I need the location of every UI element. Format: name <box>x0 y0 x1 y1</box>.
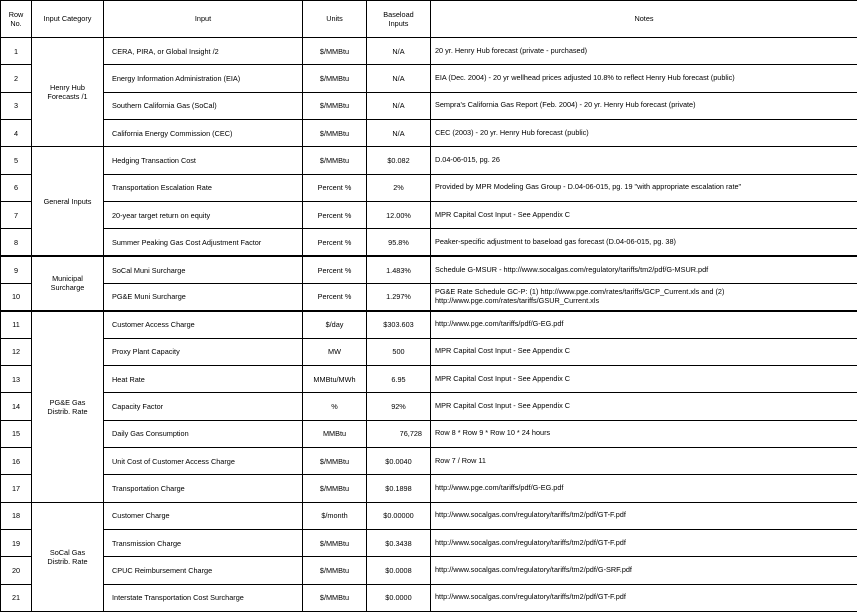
table-row <box>1 393 857 420</box>
input-name: PG&E Muni Surcharge <box>104 283 303 310</box>
row-number: 5 <box>1 147 32 174</box>
units-value: % <box>303 393 367 420</box>
notes-text: MPR Capital Cost Input - See Appendix C <box>431 393 857 420</box>
row-number: 21 <box>1 584 32 611</box>
units-value: $/MMBtu <box>303 147 367 174</box>
table-row <box>1 420 857 447</box>
units-value: $/month <box>303 502 367 529</box>
units-value: $/MMBtu <box>303 447 367 474</box>
units-value: $/MMBtu <box>303 92 367 119</box>
row-number: 17 <box>1 475 32 502</box>
input-name: Transportation Escalation Rate <box>104 174 303 201</box>
input-name: Hedging Transaction Cost <box>104 147 303 174</box>
row-number: 16 <box>1 447 32 474</box>
notes-text: Provided by MPR Modeling Gas Group - D.04-06-015, pg. 19 "with appropriate escalation rate" <box>431 174 857 201</box>
header-row <box>1 1 857 38</box>
row-number: 15 <box>1 420 32 447</box>
notes-text: D.04-06-015, pg. 26 <box>431 147 857 174</box>
table-row <box>1 584 857 611</box>
notes-text: Schedule G-MSUR - http://www.socalgas.com/regulatory/tariffs/tm2/pdf/G-MSUR.pdf <box>431 256 857 283</box>
units-value: MW <box>303 338 367 365</box>
baseload-value: 12.00% <box>367 201 431 228</box>
row-number: 4 <box>1 119 32 146</box>
input-name: CERA, PIRA, or Global Insight /2 <box>104 38 303 65</box>
table-row <box>1 283 857 310</box>
baseload-value: N/A <box>367 119 431 146</box>
row-number: 10 <box>1 283 32 310</box>
category-general: General Inputs <box>32 147 104 256</box>
notes-text: MPR Capital Cost Input - See Appendix C <box>431 201 857 228</box>
baseload-value: 2% <box>367 174 431 201</box>
input-name: Proxy Plant Capacity <box>104 338 303 365</box>
units-value: Percent % <box>303 283 367 310</box>
baseload-value: $0.082 <box>367 147 431 174</box>
table-row <box>1 557 857 584</box>
input-name: Daily Gas Consumption <box>104 420 303 447</box>
units-value: MMBtu/MWh <box>303 365 367 392</box>
row-number: 20 <box>1 557 32 584</box>
baseload-value: $0.3438 <box>367 529 431 556</box>
baseload-value: N/A <box>367 65 431 92</box>
notes-text: http://www.socalgas.com/regulatory/tariffs/tm2/pdf/G-SRF.pdf <box>431 557 857 584</box>
baseload-value: $0.0000 <box>367 584 431 611</box>
notes-text: 20 yr. Henry Hub forecast (private - purchased) <box>431 38 857 65</box>
row-number: 2 <box>1 65 32 92</box>
notes-text: Peaker-specific adjustment to baseload gas forecast (D.04-06-015, pg. 38) <box>431 229 857 256</box>
units-value: Percent % <box>303 201 367 228</box>
baseload-value: $0.0008 <box>367 557 431 584</box>
header-units: Units <box>303 1 367 38</box>
notes-text: Row 7 / Row 11 <box>431 447 857 474</box>
input-name: Summer Peaking Gas Cost Adjustment Factor <box>104 229 303 256</box>
baseload-value: $0.00000 <box>367 502 431 529</box>
header-input: Input <box>104 1 303 38</box>
table-row <box>1 365 857 392</box>
baseload-value: N/A <box>367 92 431 119</box>
units-value: $/MMBtu <box>303 557 367 584</box>
units-value: $/MMBtu <box>303 475 367 502</box>
units-value: Percent % <box>303 229 367 256</box>
input-name: SoCal Muni Surcharge <box>104 256 303 283</box>
input-name: California Energy Commission (CEC) <box>104 119 303 146</box>
notes-text: http://www.socalgas.com/regulatory/tariffs/tm2/pdf/GT-F.pdf <box>431 584 857 611</box>
input-name: Customer Access Charge <box>104 311 303 338</box>
notes-text: http://www.socalgas.com/regulatory/tariffs/tm2/pdf/GT-F.pdf <box>431 502 857 529</box>
table-row <box>1 119 857 146</box>
notes-text: PG&E Rate Schedule GC-P: (1) http://www.pge.com/rates/tariffs/GCP_Current.xls and (2) http://www.pge.com/rates/tariffs/GSUR_Current.xls <box>431 283 857 310</box>
header-row-no: Row No. <box>1 1 32 38</box>
input-name: Heat Rate <box>104 365 303 392</box>
baseload-value: 76,728 <box>367 420 431 447</box>
table-row <box>1 447 857 474</box>
input-name: Interstate Transportation Cost Surcharge <box>104 584 303 611</box>
notes-text: Sempra's California Gas Report (Feb. 2004) - 20 yr. Henry Hub forecast (private) <box>431 92 857 119</box>
units-value: Percent % <box>303 256 367 283</box>
baseload-value: 6.95 <box>367 365 431 392</box>
input-name: Energy Information Administration (EIA) <box>104 65 303 92</box>
row-number: 19 <box>1 529 32 556</box>
notes-text: CEC (2003) - 20 yr. Henry Hub forecast (public) <box>431 119 857 146</box>
row-number: 1 <box>1 38 32 65</box>
table-row <box>1 229 857 256</box>
table-row <box>1 338 857 365</box>
row-number: 18 <box>1 502 32 529</box>
units-value: $/MMBtu <box>303 529 367 556</box>
baseload-value: $303.603 <box>367 311 431 338</box>
row-number: 9 <box>1 256 32 283</box>
input-name: 20-year target return on equity <box>104 201 303 228</box>
notes-text: MPR Capital Cost Input - See Appendix C <box>431 365 857 392</box>
table-row <box>1 201 857 228</box>
input-name: Capacity Factor <box>104 393 303 420</box>
notes-text: http://www.pge.com/tariffs/pdf/G-EG.pdf <box>431 311 857 338</box>
notes-text: Row 8 * Row 9 * Row 10 * 24 hours <box>431 420 857 447</box>
input-name: Customer Charge <box>104 502 303 529</box>
row-number: 8 <box>1 229 32 256</box>
baseload-value: 1.297% <box>367 283 431 310</box>
table-row <box>1 174 857 201</box>
category-henry-hub: Henry Hub Forecasts /1 <box>32 38 104 147</box>
notes-text: EIA (Dec. 2004) - 20 yr wellhead prices adjusted 10.8% to reflect Henry Hub forecast (public) <box>431 65 857 92</box>
input-name: Transportation Charge <box>104 475 303 502</box>
table-row <box>1 502 857 529</box>
table-row <box>1 38 857 65</box>
notes-text: http://www.pge.com/tariffs/pdf/G-EG.pdf <box>431 475 857 502</box>
row-number: 11 <box>1 311 32 338</box>
units-value: $/day <box>303 311 367 338</box>
category-pge: PG&E Gas Distrib. Rate <box>32 311 104 502</box>
units-value: $/MMBtu <box>303 119 367 146</box>
category-municipal: Municipal Surcharge <box>32 256 104 311</box>
units-value: Percent % <box>303 174 367 201</box>
baseload-value: 1.483% <box>367 256 431 283</box>
row-number: 6 <box>1 174 32 201</box>
row-number: 7 <box>1 201 32 228</box>
notes-text: MPR Capital Cost Input - See Appendix C <box>431 338 857 365</box>
notes-text: http://www.socalgas.com/regulatory/tariffs/tm2/pdf/GT-F.pdf <box>431 529 857 556</box>
row-number: 3 <box>1 92 32 119</box>
input-name: Unit Cost of Customer Access Charge <box>104 447 303 474</box>
row-number: 13 <box>1 365 32 392</box>
units-value: $/MMBtu <box>303 65 367 92</box>
baseload-value: $0.0040 <box>367 447 431 474</box>
table-row <box>1 256 857 283</box>
input-name: CPUC Reimbursement Charge <box>104 557 303 584</box>
input-name: Southern California Gas (SoCal) <box>104 92 303 119</box>
baseload-value: 500 <box>367 338 431 365</box>
row-number: 12 <box>1 338 32 365</box>
units-value: $/MMBtu <box>303 584 367 611</box>
baseload-value: 95.8% <box>367 229 431 256</box>
row-number: 14 <box>1 393 32 420</box>
units-value: $/MMBtu <box>303 38 367 65</box>
table-row <box>1 529 857 556</box>
baseload-value: $0.1898 <box>367 475 431 502</box>
table-row <box>1 92 857 119</box>
baseload-value: 92% <box>367 393 431 420</box>
header-input-category: Input Category <box>32 1 104 38</box>
input-name: Transmission Charge <box>104 529 303 556</box>
header-baseload-inputs: Baseload Inputs <box>367 1 431 38</box>
table-row <box>1 147 857 174</box>
header-notes: Notes <box>431 1 857 38</box>
baseload-value: N/A <box>367 38 431 65</box>
category-socal: SoCal Gas Distrib. Rate <box>32 502 104 611</box>
table-row <box>1 311 857 338</box>
table-row <box>1 65 857 92</box>
table-row <box>1 475 857 502</box>
units-value: MMBtu <box>303 420 367 447</box>
